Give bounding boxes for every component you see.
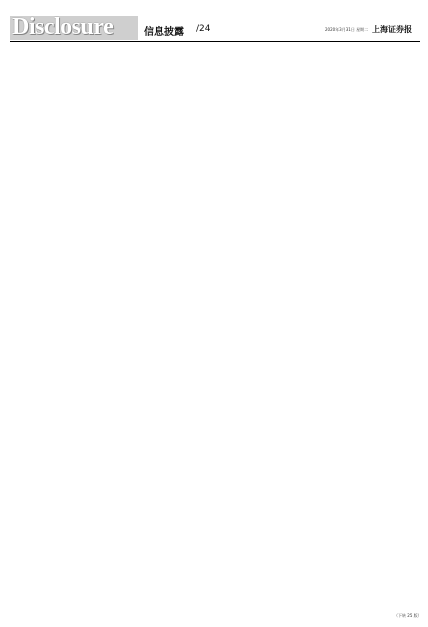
continued-note: （下转 25 版）: [394, 613, 422, 618]
column-2: [118, 46, 228, 617]
page-header: [0, 0, 428, 42]
header-rule: [10, 41, 420, 42]
column-1: [10, 46, 114, 617]
page-number: /24: [196, 24, 211, 34]
disclosure-wordmark: Disclosure: [12, 14, 114, 40]
section-title: 信息披露: [144, 27, 184, 38]
column-4: [334, 46, 422, 617]
newspaper-name: 上海证券报: [372, 25, 412, 34]
column-3: [232, 46, 328, 617]
issue-date: 2020年3月31日 星期二: [325, 27, 369, 32]
